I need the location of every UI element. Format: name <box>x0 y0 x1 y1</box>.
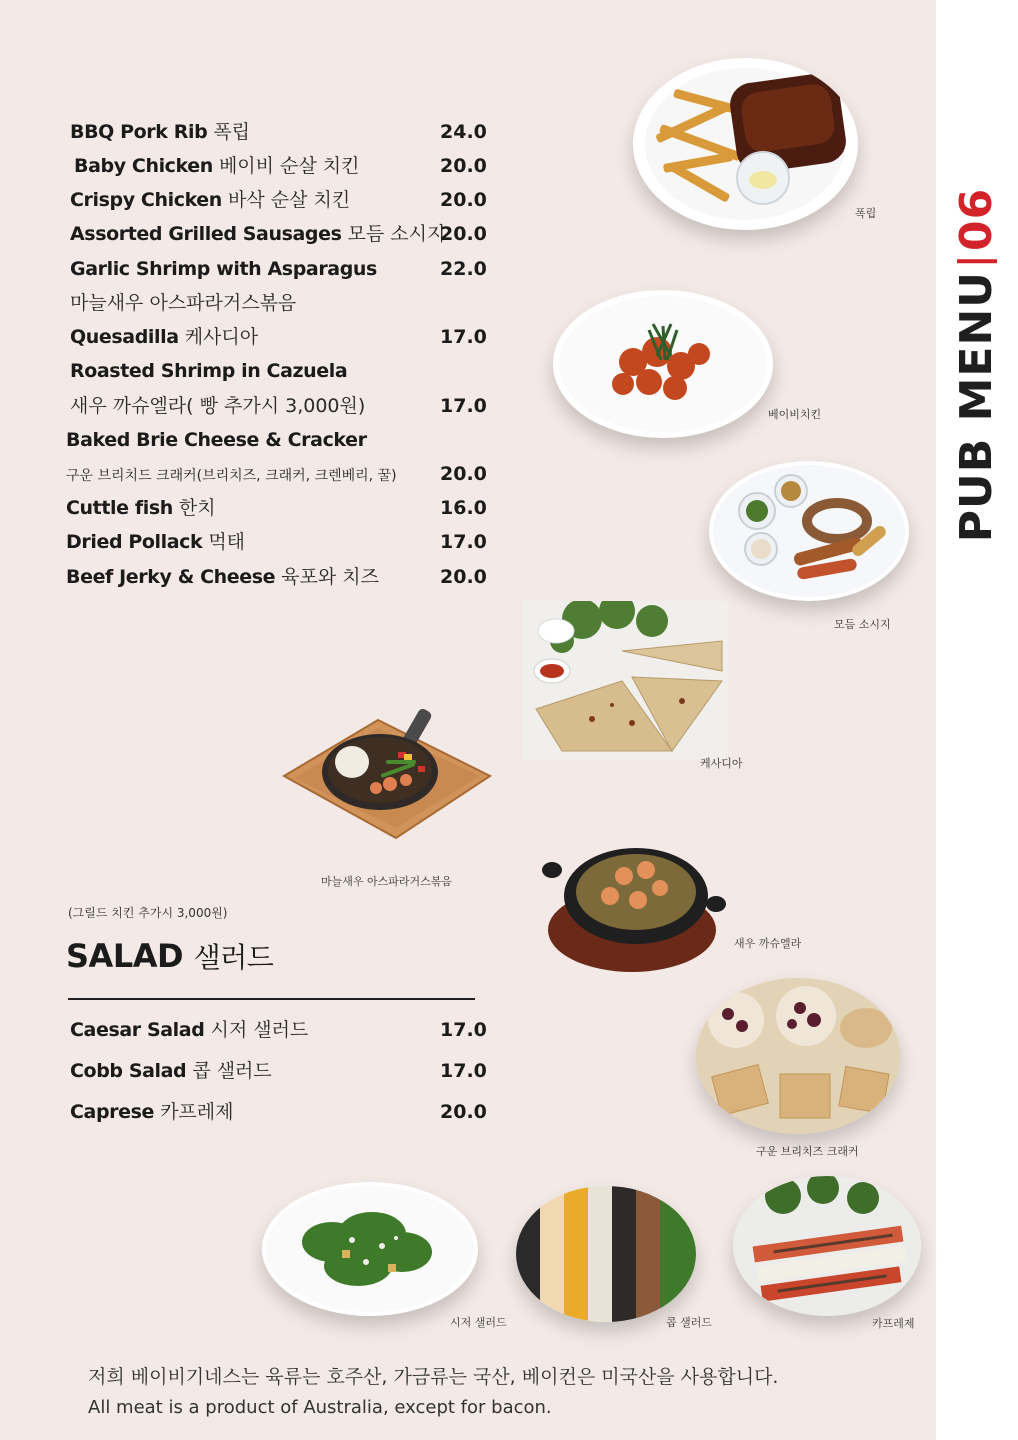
photo-cazuela <box>540 830 730 976</box>
item-name-ko: 육포와 치즈 <box>281 566 379 588</box>
item-name-ko: 바삭 순살 치킨 <box>227 189 351 211</box>
item-name-ko: 모듬 소시지 <box>347 223 446 245</box>
item-name-en: Baked Brie Cheese & Cracker <box>66 429 367 451</box>
photo-cobb <box>516 1186 696 1322</box>
item-price: 17.0 <box>440 1060 487 1082</box>
salad-item <box>66 1097 486 1127</box>
item-price: 20.0 <box>440 223 487 245</box>
menu-item <box>66 185 486 215</box>
item-name-ko: 마늘새우 아스파라거스볶음 <box>70 292 297 314</box>
salad-title-en: SALAD <box>66 937 184 975</box>
section-label: PUB MENU <box>951 271 1002 543</box>
item-name-en: Caprese <box>70 1101 155 1123</box>
item-name-ko: 케사디아 <box>184 326 259 348</box>
item-name-ko: 베이비 순살 치킨 <box>218 155 360 177</box>
item-price: 20.0 <box>440 189 487 211</box>
salad-title-ko: 샐러드 <box>193 941 274 974</box>
menu-item <box>66 254 486 284</box>
item-name-ko: 먹태 <box>208 531 246 553</box>
caption-chicken: 베이비치킨 <box>768 408 822 421</box>
item-name-ko: 콥 샐러드 <box>192 1060 272 1082</box>
item-price: 20.0 <box>440 463 487 485</box>
item-name-ko: 한치 <box>178 497 216 519</box>
menu-item <box>66 425 486 455</box>
item-name-en: Crispy Chicken <box>70 189 222 211</box>
caption-brie: 구운 브리치즈 크래커 <box>756 1145 859 1158</box>
caption-caesar: 시저 샐러드 <box>450 1316 507 1329</box>
item-name-en: Assorted Grilled Sausages <box>70 223 342 245</box>
item-price: 20.0 <box>440 1101 487 1123</box>
salad-item <box>66 1056 486 1086</box>
caption-cobb: 콥 샐러드 <box>666 1316 713 1329</box>
caption-garlic-shrimp: 마늘새우 아스파라거스볶음 <box>321 875 453 888</box>
item-price: 20.0 <box>440 155 487 177</box>
photo-caprese <box>733 1176 921 1316</box>
item-name-ko: 카프레제 <box>160 1101 234 1123</box>
menu-item <box>66 117 486 147</box>
item-name-en: Garlic Shrimp with Asparagus <box>70 258 377 280</box>
item-name-ko: 새우 까슈엘라( 빵 추가시 3,000원) <box>70 395 366 417</box>
caption-cazuela: 새우 까슈엘라 <box>734 937 802 950</box>
item-price: 16.0 <box>440 497 487 519</box>
item-price: 22.0 <box>440 258 487 280</box>
photo-baby-chicken <box>553 290 773 438</box>
salad-heading <box>66 936 273 976</box>
photo-caesar <box>262 1182 478 1316</box>
photo-sausage <box>709 461 909 601</box>
photo-quesadilla <box>522 601 728 759</box>
item-price: 24.0 <box>440 121 487 143</box>
caption-quesadilla: 케사디아 <box>700 757 743 770</box>
caption-caprese: 카프레제 <box>872 1317 915 1330</box>
origin-note-ko: 저희 베이비기네스는 육류는 호주산, 가금류는 국산, 베이컨은 미국산을 사용합니다. <box>88 1366 779 1388</box>
item-name-en: BBQ Pork Rib <box>70 121 208 143</box>
menu-item <box>66 219 486 249</box>
menu-item <box>66 562 486 592</box>
item-name-en: Roasted Shrimp in Cazuela <box>70 360 348 382</box>
menu-item-subline <box>66 391 486 421</box>
item-name-ko: 구운 브리치드 크래커(브리치즈, 크래커, 크렌베리, 꿀) <box>66 468 397 484</box>
item-name-en: Cuttle fish <box>66 497 173 519</box>
item-name-en: Cobb Salad <box>70 1060 187 1082</box>
photo-bbq-rib <box>633 58 858 230</box>
item-price: 17.0 <box>440 326 487 348</box>
caption-rib: 폭립 <box>855 207 877 220</box>
item-name-en: Dried Pollack <box>66 531 203 553</box>
item-name-en: Beef Jerky & Cheese <box>66 566 276 588</box>
section-number: 06 <box>951 187 1002 251</box>
menu-item <box>66 527 486 557</box>
section-divider <box>957 259 997 263</box>
grilled-chicken-note: (그릴드 치킨 추가시 3,000원) <box>68 906 228 920</box>
item-name-en: Quesadilla <box>70 326 179 348</box>
item-name-ko: 폭립 <box>213 121 251 143</box>
section-title <box>951 187 1002 543</box>
photo-garlic-shrimp <box>280 706 494 842</box>
menu-item <box>66 322 486 352</box>
item-name-en: Baby Chicken <box>74 155 213 177</box>
item-price: 17.0 <box>440 1019 487 1041</box>
menu-item <box>66 151 486 181</box>
caption-sausage: 모듬 소시지 <box>834 618 891 631</box>
menu-item <box>66 493 486 523</box>
salad-item <box>66 1015 486 1045</box>
item-price: 17.0 <box>440 531 487 553</box>
origin-note-en: All meat is a product of Australia, except for bacon. <box>88 1397 552 1418</box>
photo-brie <box>696 978 900 1134</box>
item-name-ko: 시저 샐러드 <box>210 1019 309 1041</box>
menu-item-subline <box>66 459 486 489</box>
item-price: 17.0 <box>440 395 487 417</box>
menu-item-subline <box>66 288 486 318</box>
salad-divider <box>68 998 475 1000</box>
item-price: 20.0 <box>440 566 487 588</box>
item-name-en: Caesar Salad <box>70 1019 205 1041</box>
menu-item <box>66 356 486 386</box>
